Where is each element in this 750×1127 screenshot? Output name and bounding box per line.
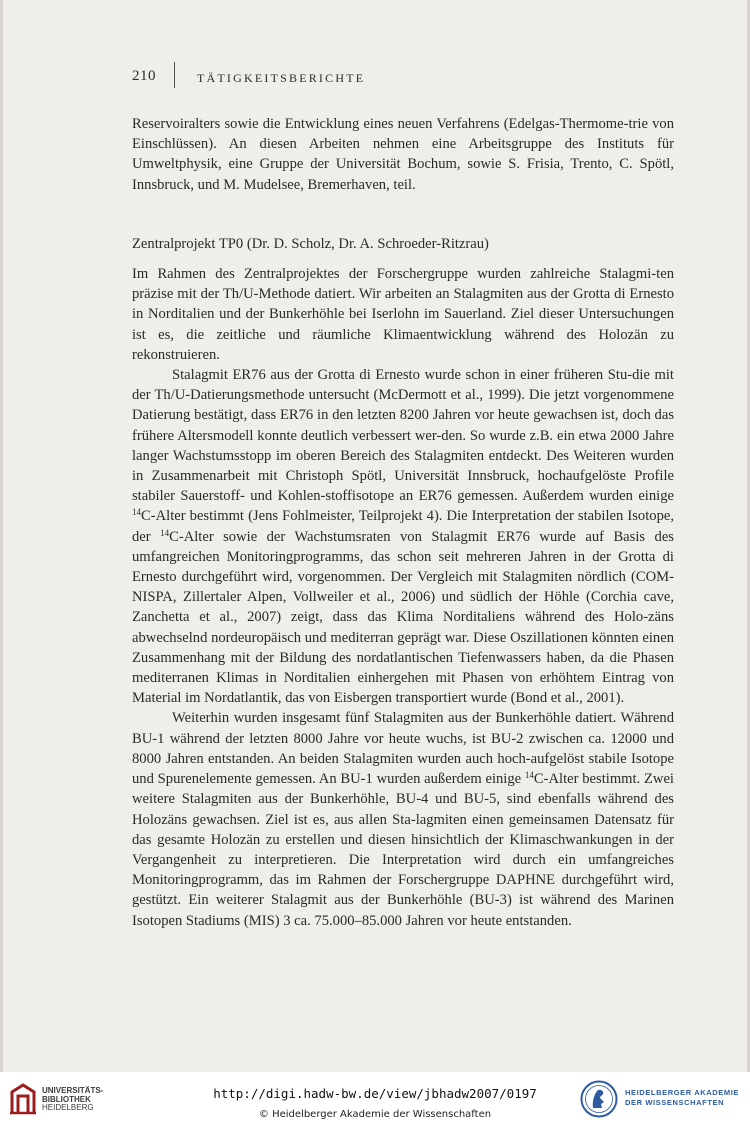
permalink-url[interactable]: http://digi.hadw-bw.de/view/jbhadw2007/0197 [213,1086,537,1101]
academy-name: HEIDELBERGER AKADEMIE DER WISSENSCHAFTEN [625,1088,739,1107]
footer-bar [0,1072,750,1127]
page-number: 210 [132,68,156,84]
copyright-notice: © Heidelberger Akademie der Wissenschaften [258,1109,492,1120]
header-divider [174,62,175,88]
paragraph-3 [132,708,674,930]
running-header [132,62,365,92]
isotope-superscript: 14 [132,507,141,518]
academy-seal-icon [580,1080,618,1118]
paragraph-2-part-a: Stalagmit ER76 aus der Grotta di Ernesto wurde schon in einer früheren Stu-die mit der Th/U-Datierungsmethode untersucht (McDermott et al., 1999). Die jetzt vorgenommene Datierung bestätigt, dass ER76 in den letzten 8200 Jahren vor heute gewachsen ist, doch das frühere Altersmodell konnte deutlich verbessert wer-den. So wurde z.B. ein etwa 2000 Jahre langer Wachstumsstopp im oberen Bereich des Stalagmiten entdeckt. Des Weiteren wurden in Zusammenarbeit mit Christoph Spötl, Universität Innsbruck, hochaufgelöste Profile stabiler Sauerstoff- und Kohlen-stoffisotope an ER76 gemessen. Außerdem wurden einige [132,367,674,505]
university-library-name: UNIVERSITÄTS- BIBLIOTHEK HEIDELBERG [42,1086,104,1112]
isotope-superscript: 14 [160,527,170,538]
section-heading: Zentralprojekt TP0 (Dr. D. Scholz, Dr. A. Schroeder-Ritzrau) [132,235,489,252]
body-text [132,114,674,931]
intro-paragraph: Reservoiralters sowie die Entwicklung eines neuen Verfahrens (Edelgas-Thermome-trie von Einschlüssen). An diesen Arbeiten nehmen eine Arbeitsgruppe des Instituts für Umweltphysik, eine Gruppe der Universität Bochum, sowie S. Frisia, Trento, C. Spötl, Innsbruck, und M. Mudelsee, Bremerhaven, teil. [132,116,674,193]
paragraph-1: Im Rahmen des Zentralprojektes der Forschergruppe wurden zahlreiche Stalagmi-ten präzise mit der Th/U-Methode datiert. Wir arbeiten an Stalagmiten aus der Grotta di Ernesto in Norditalien und der Bunkerhöhle bei Iserlohn im Sauerland. Ziel dieser Untersuchungen ist es, die zeitliche und räumliche Klimaentwicklung während des Holozän zu rekonstruieren. [132,266,674,363]
isotope-superscript: 14 [524,770,534,781]
running-title: TÄTIGKEITSBERICHTE [197,71,366,85]
paragraph-2-part-c: C-Alter sowie der Wachstumsraten von Stalagmit ER76 wurde auf Basis des umfangreichen Monitoringprogramms, das schon seit mehreren Jahren in der Grotta di Ernesto durchgeführt wird, vorgenommen. Der Vergleich mit Stalagmiten nördlich (COM-NISPA, Zillertaler Alpen, Vollweiler et al., 2006) und südlich der Höhle (Corchia cave, Zanchetta et al., 2007) zeigt, dass das Klima Norditaliens während des Holo-zäns abwechselnd nordeuropäisch und mediterran geprägt war. Diese Oszillationen könnten einen Zusammenhang mit der Bildung des nordatlantischen Tiefenwassers haben, da die Phasen mediterranen Klimas in Norditalien einhergehen mit Phasen von erhöhtem Eintrag von Material im Nordatlantik, das von Eisbergen transportiert wurde (Bond et al., 2001). [132,528,674,707]
paragraph-2-part-b: C-Alter bestimmt (Jens Fohlmeister, Teilprojekt 4). Die Interpretation der stabilen Isotope, der [132,508,674,545]
paragraph-2 [132,365,674,708]
paragraph-3-part-a: Weiterhin wurden insgesamt fünf Stalagmiten aus der Bunkerhöhle datiert. Während BU-1 während der letzten 8000 Jahre vor heute wuchs, ist BU-2 zwischen ca. 12000 und 8000 Jahren entstanden. An beiden Stalagmiten wurden auch hoch-aufgelöst stabile Isotope und Spurenelemente gemessen. An BU-1 wurden außerdem einige [132,710,674,788]
scan-edge-left [0,0,3,1127]
paragraph-3-part-b: C-Alter bestimmt. Zwei weitere Stalagmiten aus der Bunkerhöhle, BU-4 und BU-5, sind ebenfalls während des Holozäns gewachsen. Ziel ist es, aus allen Sta-lagmiten einen gemeinsamen Datensatz für das gesamte Holozän zu erstellen und diesen hinsichtlich der Klimaschwankungen in der Vergangenheit zu interpretieren. Die Interpretation wird durch ein umfangreiches Monitoringprogramm, das im Rahmen der Forschergruppe DAPHNE durchgeführt wird, gestützt. Ein weiterer Stalagmit aus der Bunkerhöhle (BU-3) ist während des Marinen Isotopen Stadiums (MIS) 3 ca. 75.000–85.000 Jahren vor heute entstanden. [132,771,674,929]
